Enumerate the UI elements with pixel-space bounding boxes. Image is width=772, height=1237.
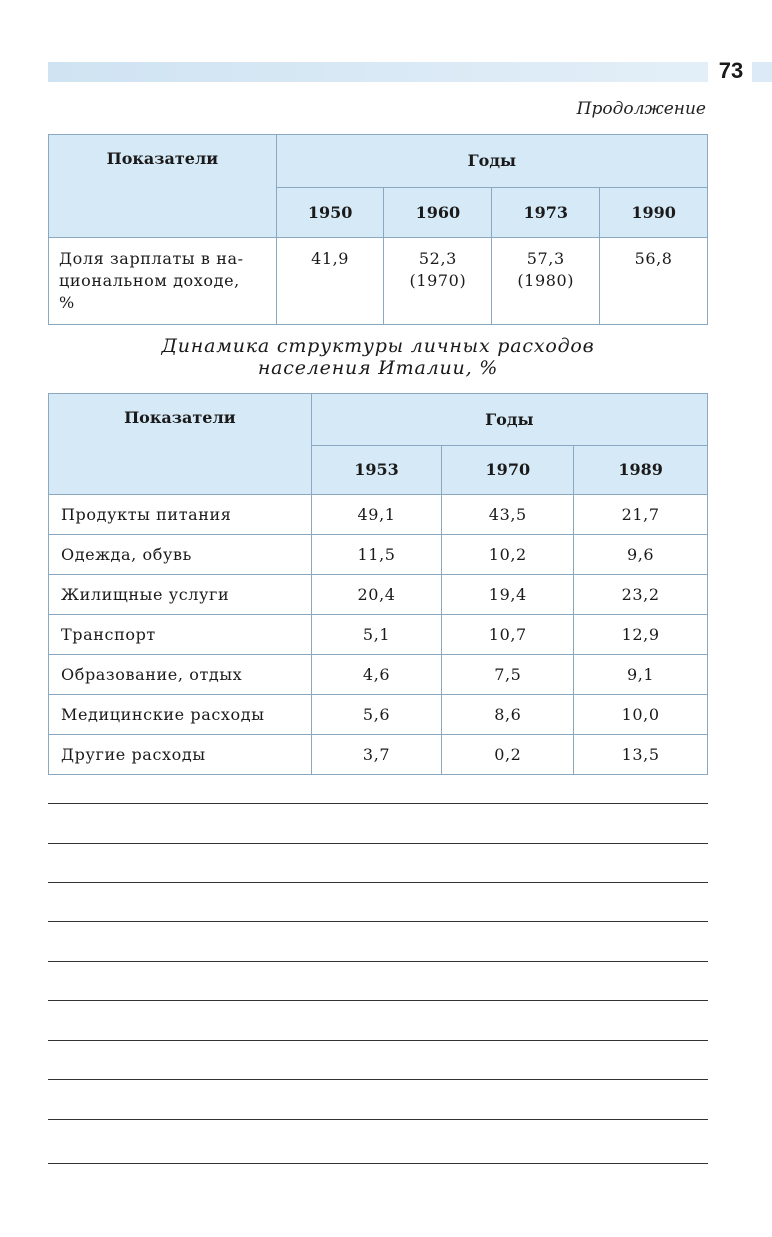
value-cell: 10,0 [574, 695, 708, 735]
value-note: (1980) [517, 271, 575, 290]
value-cell: 7,5 [442, 655, 574, 695]
value-cell: 49,1 [311, 495, 442, 535]
value-main: 56,8 [634, 249, 673, 268]
table-row [49, 735, 708, 775]
row-label-line: Доля зарплаты в на- [59, 249, 244, 268]
value-main: 52,3 [418, 249, 457, 268]
value-cell: 20,4 [311, 575, 442, 615]
value-cell: 4,6 [311, 655, 442, 695]
writing-line [48, 1079, 708, 1080]
value-cell: 19,4 [442, 575, 574, 615]
row-label: Медицинские расходы [49, 695, 312, 735]
table-row [49, 695, 708, 735]
year-header: 1950 [276, 187, 384, 237]
writing-line [48, 1119, 708, 1120]
row-label: Жилищные услуги [49, 575, 312, 615]
value-cell [492, 238, 600, 325]
table-title [48, 335, 708, 379]
value-cell: 21,7 [574, 495, 708, 535]
indicator-header: Показатели [49, 135, 277, 238]
value-cell [384, 238, 492, 325]
table-row [49, 615, 708, 655]
writing-line [48, 921, 708, 922]
value-cell: 43,5 [442, 495, 574, 535]
row-label-line: циональном доходе, [59, 271, 240, 290]
value-cell: 23,2 [574, 575, 708, 615]
expenses-table [48, 393, 708, 775]
header-band [48, 62, 708, 82]
years-header: Годы [311, 394, 707, 446]
value-cell [276, 238, 384, 325]
value-main: 57,3 [526, 249, 565, 268]
page-number: 73 [718, 58, 744, 83]
value-cell: 9,1 [574, 655, 708, 695]
writing-line [48, 803, 708, 804]
table-row [49, 575, 708, 615]
continuation-label: Продолжение [576, 99, 706, 119]
value-cell: 3,7 [311, 735, 442, 775]
year-header: 1990 [600, 187, 708, 237]
writing-line [48, 1000, 708, 1001]
row-label: Одежда, обувь [49, 535, 312, 575]
year-header: 1970 [442, 445, 574, 494]
value-cell: 11,5 [311, 535, 442, 575]
year-header: 1989 [574, 445, 708, 494]
header-band-end [752, 62, 772, 82]
table-title-line: Динамика структуры личных расходов [161, 335, 595, 357]
writing-line [48, 1163, 708, 1164]
value-cell: 8,6 [442, 695, 574, 735]
table-row [49, 535, 708, 575]
table-row [49, 655, 708, 695]
wage-share-table [48, 134, 708, 325]
year-header: 1973 [492, 187, 600, 237]
row-label: Образование, отдых [49, 655, 312, 695]
table-row [49, 238, 708, 325]
value-cell: 5,1 [311, 615, 442, 655]
value-cell: 10,7 [442, 615, 574, 655]
row-label: Транспорт [49, 615, 312, 655]
row-label-line: % [59, 293, 75, 312]
writing-line [48, 843, 708, 844]
writing-line [48, 1040, 708, 1041]
writing-line [48, 961, 708, 962]
row-label: Продукты питания [49, 495, 312, 535]
value-cell: 5,6 [311, 695, 442, 735]
value-cell: 13,5 [574, 735, 708, 775]
value-cell: 0,2 [442, 735, 574, 775]
table-title-line: населения Италии, % [257, 357, 499, 379]
table-row [49, 495, 708, 535]
writing-line [48, 882, 708, 883]
value-cell: 10,2 [442, 535, 574, 575]
value-note: (1970) [409, 271, 467, 290]
years-header: Годы [276, 135, 707, 188]
value-main: 41,9 [311, 249, 350, 268]
year-header: 1953 [311, 445, 442, 494]
year-header: 1960 [384, 187, 492, 237]
row-label [49, 238, 277, 325]
value-cell: 12,9 [574, 615, 708, 655]
value-cell: 9,6 [574, 535, 708, 575]
indicator-header: Показатели [49, 394, 312, 495]
value-cell [600, 238, 708, 325]
row-label: Другие расходы [49, 735, 312, 775]
